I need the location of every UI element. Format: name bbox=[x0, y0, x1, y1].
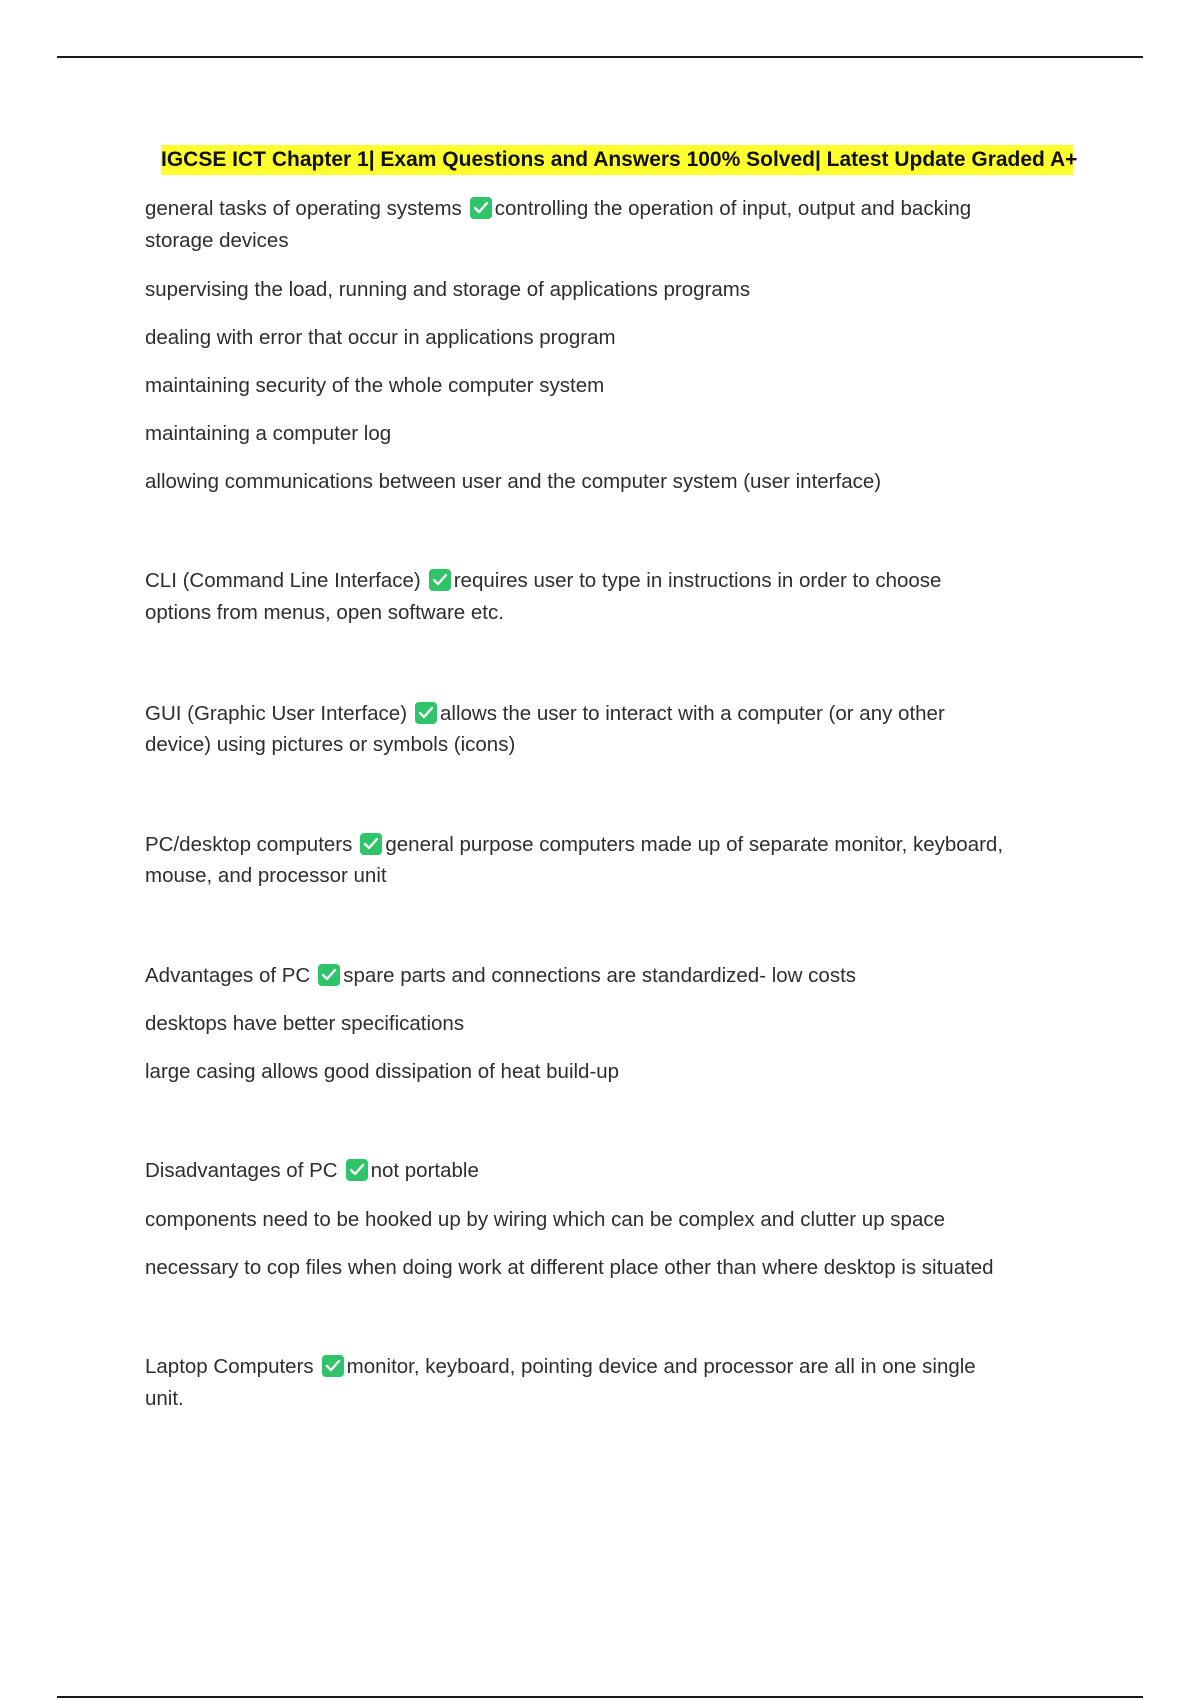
qa-cli-cont: options from menus, open software etc. bbox=[145, 601, 504, 624]
qa-disadvantages bbox=[145, 1155, 1105, 1187]
check-icon bbox=[318, 964, 340, 986]
answer: general purpose computers made up of separate monitor, keyboard, bbox=[385, 833, 1004, 856]
term: Disadvantages of PC bbox=[145, 1159, 338, 1182]
answer: allows the user to interact with a computer (or any other bbox=[440, 702, 945, 725]
answer: spare parts and connections are standardized- low costs bbox=[343, 964, 857, 987]
qa-advantages bbox=[145, 960, 1105, 992]
disadv-extra-2: necessary to cop files when doing work at different place other than where desktop is situated bbox=[145, 1256, 994, 1279]
qa-os bbox=[145, 193, 1105, 225]
qa-pc bbox=[145, 829, 1105, 861]
answer: controlling the operation of input, output and backing bbox=[494, 197, 972, 220]
check-icon bbox=[322, 1355, 344, 1377]
os-extra-5: allowing communications between user and the computer system (user interface) bbox=[145, 470, 882, 493]
term: PC/desktop computers bbox=[145, 833, 353, 856]
check-icon bbox=[429, 569, 451, 591]
qa-gui-cont: device) using pictures or symbols (icons) bbox=[145, 733, 516, 756]
qa-os-cont: storage devices bbox=[145, 229, 289, 252]
bottom-rule bbox=[57, 1696, 1143, 1698]
answer: not portable bbox=[370, 1159, 479, 1182]
qa-gui bbox=[145, 698, 1105, 730]
term: general tasks of operating systems bbox=[145, 197, 462, 220]
adv-extra-1: desktops have better specifications bbox=[145, 1012, 465, 1035]
answer: requires user to type in instructions in order to choose bbox=[453, 569, 942, 592]
top-rule bbox=[57, 56, 1143, 58]
document-title: IGCSE ICT Chapter 1| Exam Questions and Answers 100% Solved| Latest Update Graded A+ bbox=[161, 145, 1073, 175]
adv-extra-2: large casing allows good dissipation of heat build-up bbox=[145, 1060, 620, 1083]
disadv-extra-1: components need to be hooked up by wiring which can be complex and clutter up space bbox=[145, 1208, 946, 1231]
check-icon bbox=[415, 702, 437, 724]
os-extra-3: maintaining security of the whole computer system bbox=[145, 374, 605, 397]
term: Advantages of PC bbox=[145, 964, 311, 987]
answer: monitor, keyboard, pointing device and processor are all in one single bbox=[346, 1355, 976, 1378]
term: CLI (Command Line Interface) bbox=[145, 569, 421, 592]
term: GUI (Graphic User Interface) bbox=[145, 702, 408, 725]
os-extra-4: maintaining a computer log bbox=[145, 422, 392, 445]
qa-laptop bbox=[145, 1351, 1105, 1383]
term: Laptop Computers bbox=[145, 1355, 314, 1378]
check-icon bbox=[360, 833, 382, 855]
qa-pc-cont: mouse, and processor unit bbox=[145, 864, 387, 887]
qa-cli bbox=[145, 565, 1105, 597]
os-extra-2: dealing with error that occur in applications program bbox=[145, 326, 616, 349]
os-extra-1: supervising the load, running and storage of applications programs bbox=[145, 278, 751, 301]
check-icon bbox=[346, 1159, 368, 1181]
qa-laptop-cont: unit. bbox=[145, 1387, 184, 1410]
check-icon bbox=[470, 197, 492, 219]
